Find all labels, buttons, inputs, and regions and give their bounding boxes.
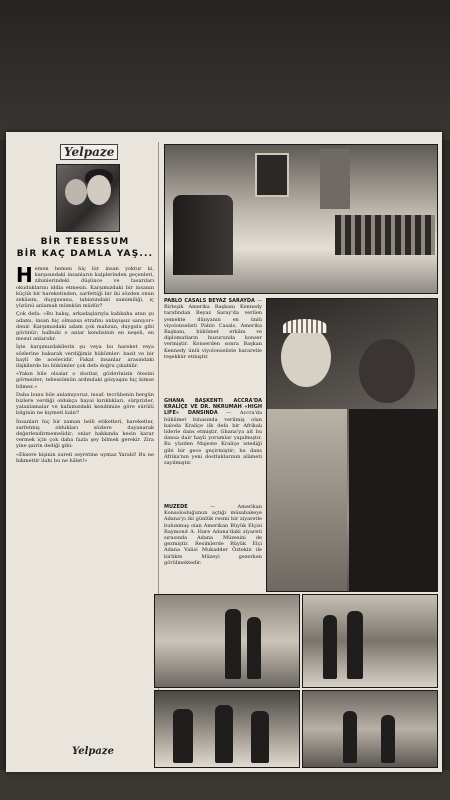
article-paragraph: Çok defa: «Bu bakış, arkadaşlarıyla kahkaha atan şu adamı, insan hiç olmazsa etrafını anlayışsız sanıyor» denir. Karşımızdaki adam çok mahzun, duygulu gibi görünür; halbuki o anlar kendisinin en neşeli, en mesut anlarıdır. (16, 311, 154, 343)
portrait-face-left (65, 179, 87, 205)
article-headline (16, 236, 154, 260)
caption-heading: GHANA BAŞKENTİ ACCRA'DA KRALİÇE VE DR. NKRUMAH «HIGH LIFE» DANSINDA (164, 398, 262, 417)
caption-body: — Accra'da hükümet binasında verilmiş olan baloda Kraliçe ilk defa bir Afrikalı liderle dans etmiştir. Ghana'ya ait bu dansa dair hayli yorumlar yapılmıştır. Bu yüzden Majeste Kraliçe istediği gibi bir gece geçirmiştir; bu dans Afrika'nın yeni dostluklarının alâmeti sayılmıştır. (164, 410, 262, 467)
tiara (283, 319, 327, 333)
magazine-logo: Yelpaze (60, 144, 118, 160)
article-paragraph: Hemen hemen hiç bir insan yoktur ki, karşısındaki insanların kalplerinden geçenleri, zihinlerindeki düşünce ve tasarıları okuduklarını iddia etmesin. Karşımızdaki bir insanın küçük bir hareketinden, sarfettiği bir iki sözden onun zekâsını, duygusunu, tabiatındaki samimiliği, iç yüzünü anlamak mümkün müdür? (16, 266, 154, 310)
headline-line-2: BİR KAÇ DAMLA YAŞ... (16, 249, 154, 259)
visitor-silhouette (251, 711, 269, 763)
article-paragraph: «Yakın bile olsalar o dostlar, gözlerinizin ötesini görmezler; tebessümün ardındaki gözyaşını hiç kimse bilmez.» (16, 371, 154, 390)
visitor-silhouette (323, 615, 337, 679)
queen-dress (267, 409, 347, 591)
queen-figure (281, 327, 331, 387)
portrait-face-right (87, 175, 111, 205)
article-paragraph: İşte karşımızdakilerin şu veya bu hareket veya sözlerine bakarak verdiğimiz hükümler: basit ve bir hayli de acelecidir. Fakat insanlar arasındaki ilişkilerde bu hükümler çok defa doğru çıkabilir. (16, 344, 154, 370)
left-column (16, 142, 154, 762)
dropcap: H (16, 266, 33, 287)
seated-audience (335, 215, 435, 255)
visitor-silhouette (173, 709, 193, 763)
caption-body: — Birleşik Amerika Başkanı Kennedy tarafından Beyaz Saray'da verilen yemekte dünyanın en ünlü viyolonselisti Pablo Casals, Amerika Başkanı, hükümet erkânı ve diplomatların huzurunda konser vermiştir. Konserden sonra Başkan Kennedy ünlü viyolonseliste hararetle teşekkür etmiştir. (164, 298, 262, 360)
table-surface-top (0, 0, 450, 140)
caption-museum (164, 504, 262, 590)
footer-logo: Yelpaze (72, 746, 114, 757)
visitor-silhouette (347, 611, 363, 679)
museum-visit-photo-4 (302, 690, 438, 768)
standing-figures (173, 195, 233, 275)
caption-body: — Amerikan Konsolosluğunun açtığı müsabakeye Adana'yı iki günlük resmi bir ziyaretle bulunmuş olan Amerikan Büyük Elçisi Raymond A. Hare Adana'daki ziyareti sırasında Adana Müzesini de gezmiştir. Resimlerde Büyük Elçi Adana Valisi Mukadder Öztekin ile birlikte Müzeyi gezerken görülmektedir. (164, 504, 262, 566)
caption-casals (164, 298, 262, 394)
visitor-silhouette (225, 609, 241, 679)
curtain (320, 149, 350, 209)
headline-line-1: BİR TEBESSUM (40, 237, 130, 247)
museum-visit-photo-2 (302, 594, 438, 688)
museum-visit-photo-1 (154, 594, 300, 688)
wall-portrait (255, 153, 289, 197)
visitor-silhouette (247, 617, 261, 679)
article-paragraph: «Eksere kişinin sureti seyretine uymaz Yarabî! Bu ne hikmettir ilahi bu ne hâlet!» (16, 451, 154, 464)
caption-heading: PABLO CASALS BEYAZ SARAYDA (164, 298, 255, 304)
queen-dance-photo (266, 298, 438, 592)
dance-partner-suit (349, 409, 437, 591)
caption-ghana (164, 398, 262, 502)
article-paragraph: İnsanları hiç bir zaman belli etiketleri, hareketler, sarfetmiş oldukları sözlere dayanarak değerlendirmemelidir; onlar hakkında kesin karar vermek için çok daha fazla şey bilmek gerekir. Zira yine şairin dediği gibi: (16, 418, 154, 450)
couple-portrait-photo (56, 164, 120, 232)
museum-visit-photo-3 (154, 690, 300, 768)
article-paragraph: Daha bunu bile anlamıyoruz, insaf: tecrübenin hergün bizlere verdiği oldukça hayal kırıklıkları, sürprizler, yalanlamalar ve kafamızdaki kendimize göre sürülü bilginin ne kıymeti kalır? (16, 391, 154, 417)
table-surface-bottom (0, 770, 450, 800)
caption-heading: MÜZEDE (164, 504, 188, 510)
article-body (16, 266, 154, 736)
visitor-silhouette (215, 705, 233, 763)
dance-partner-head (359, 339, 415, 403)
visitor-silhouette (381, 715, 395, 763)
visitor-silhouette (343, 711, 357, 763)
white-house-concert-photo (164, 144, 438, 294)
magazine-page (6, 132, 442, 772)
